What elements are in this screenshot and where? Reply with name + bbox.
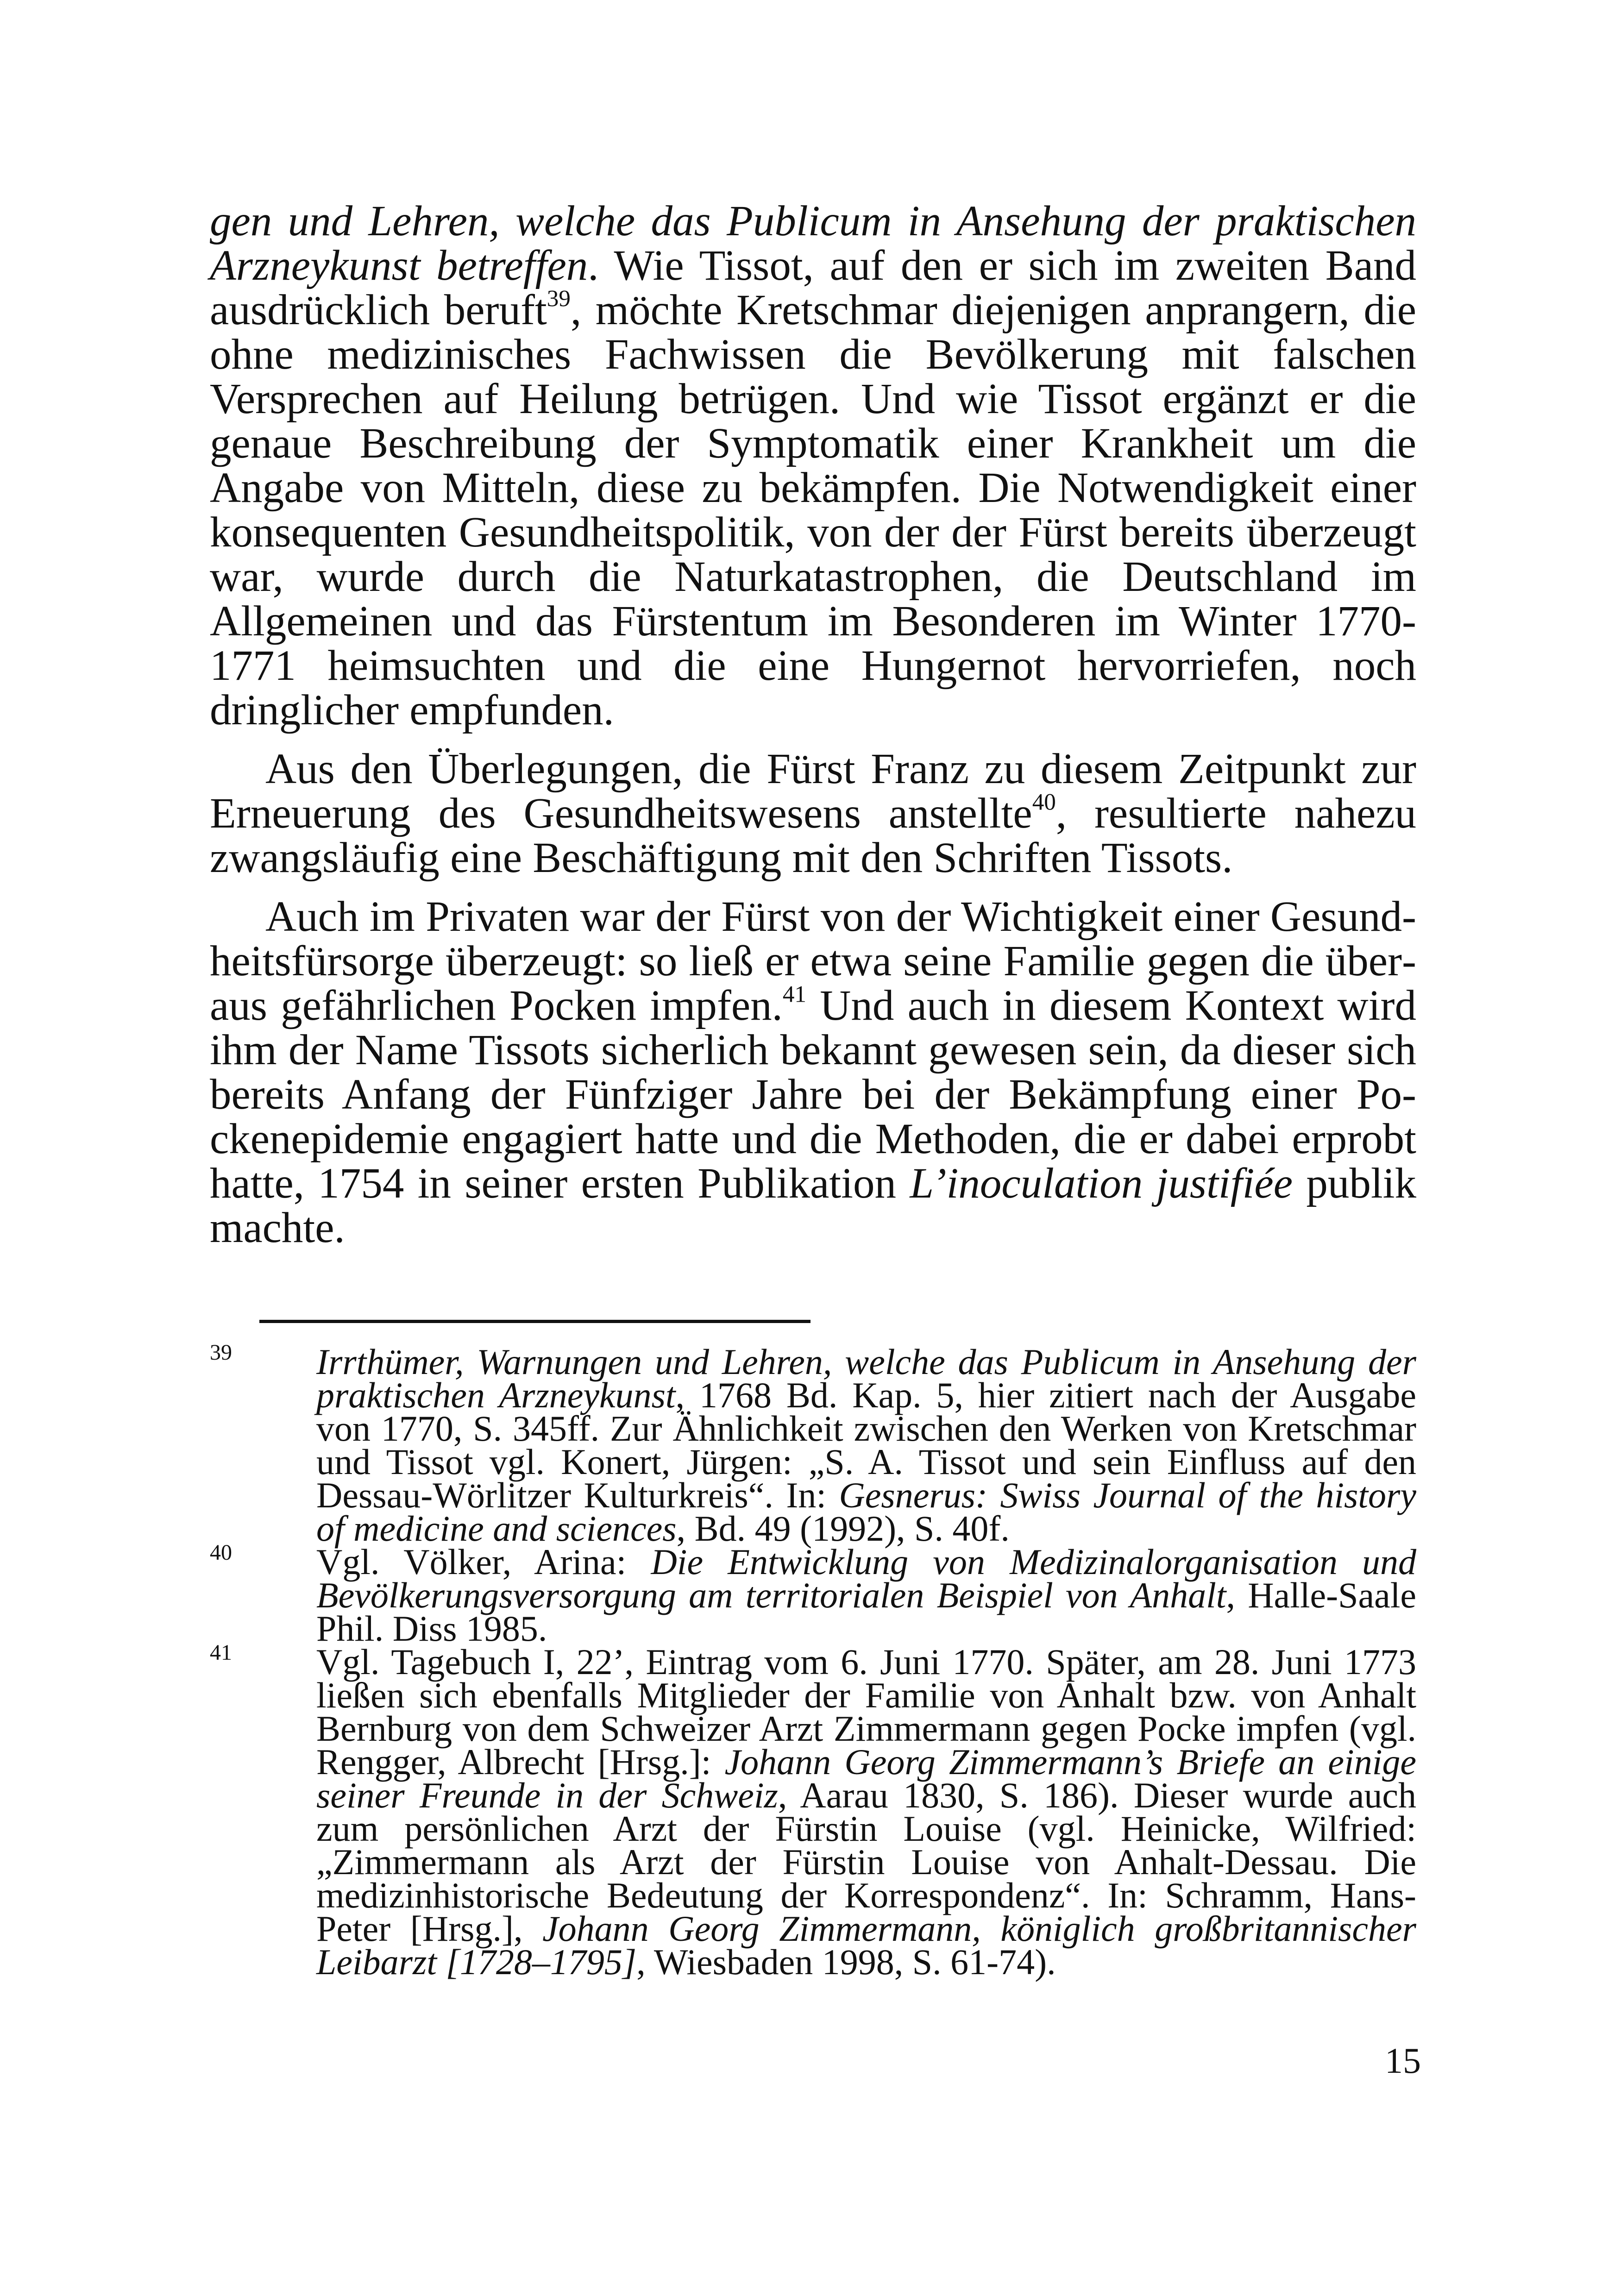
text-run: , 1768 Bd. Kap. 5, hier zitiert nach der Ausgabe von 1770, S. 345ff. Zur Ähnlichkeit zwischen den Werken von Kretschmar und Tissot vgl. Konert, Jürgen: „S. A. Tissot und sein Einfluss auf den Dessau-Wörlitzer Kulturkreis“. In: <box>316 1375 1416 1515</box>
text-run: Auch im Privaten war der Fürst von der Wichtigkeit einer Gesundheitsfürsorge überzeugt: so ließ er etwa seine Familie gegen die überaus gefährlichen Pocken impfen. <box>210 893 1416 1029</box>
footnotes <box>210 1340 1417 1982</box>
text-run: publik machte. <box>210 1160 1416 1252</box>
italic-text: Die Entwicklung von Medizinalorganisation und Bevölkerungsversorgung am territorialen Beispiel von Anhalt <box>316 1542 1417 1615</box>
text-run: Vgl. Tagebuch I, 22’, Eintrag vom 6. Juni 1770. Später, am 28. Juni 1773 ließen sich ebenfalls Mitglieder der Familie von Anhalt bzw. von Anhalt Bernburg von dem Schweizer Arzt Zimmermann gegen Pocke impfen (vgl. Rengger, Albrecht [Hrsg.]: <box>316 1642 1416 1782</box>
footnote-reference: 39 <box>547 285 571 312</box>
footnote <box>210 1640 1417 1982</box>
text-run: , möchte Kretschmar diejenigen anprangern, die ohne medizinisches Fachwissen die Bevölkerung mit falschen Versprechen auf Heilung betrügen. Und wie Tissot ergänzt er die genaue Beschreibung der Symptomatik einer Krankheit um die Angabe von Mitteln, diese zu bekämpfen. Die Notwendigkeit einer konsequenten Gesundheitspolitik, von der der Fürst bereits überzeugt war, wurde durch die Naturkatastrophen, die Deutschland im Allgemeinen und das Fürstentum im Besonderen im Winter 1770-1771 heimsuchten und die eine Hungernot hervorriefen, noch dringlicher empfunden. <box>210 286 1416 734</box>
italic-text: L’inoculation justifiée <box>910 1160 1293 1207</box>
footnote-number: 39 <box>210 1340 232 1365</box>
footnote-reference: 41 <box>782 981 806 1008</box>
italic-text: Gesnerus: Swiss Journal of the history of medicine and sciences <box>316 1475 1417 1549</box>
paragraph <box>210 199 1416 733</box>
text-run: . Wie Tissot, auf den er sich im zweiten Band ausdrücklich beruft <box>210 242 1416 334</box>
footnote-reference: 40 <box>1032 789 1056 816</box>
italic-text: Johann Georg Zimmermann’s Briefe an einige seiner Freunde in der Schweiz <box>316 1742 1416 1815</box>
italic-text: Irrthümer, Warnungen und Lehren, welche das Publicum in Ansehung der praktischen Arzneykunst <box>316 1342 1416 1415</box>
footnote-separator <box>259 1320 810 1323</box>
italic-text: gen und Lehren, welche das Publicum in Ansehung der praktischen Arzneykunst betreffen <box>210 197 1416 289</box>
footnote-number: 41 <box>210 1640 232 1665</box>
text-run: , resultierte nahezu zwangsläufig eine Beschäftigung mit den Schriften Tissots. <box>210 790 1416 882</box>
paragraph <box>210 747 1416 880</box>
text-run: , Aarau 1830, S. 186). Dieser wurde auch zum persönlichen Arzt der Fürstin Louise (vgl. Heinicke, Wilfried: „Zimmermann als Arzt der Fürstin Louise von Anhalt-Dessau. Die medizinhistorische Bedeutung der Korrespondenz“. In: Schramm, Hans-Peter [Hrsg.], <box>316 1775 1417 1949</box>
italic-text: Johann Georg Zimmermann, königlich großbritannischer Leibarzt [1728–1795] <box>316 1908 1416 1982</box>
text-run: , Halle-Saale Phil. Diss 1985. <box>316 1575 1417 1649</box>
footnote <box>210 1540 1417 1649</box>
footnote <box>210 1340 1417 1549</box>
main-text <box>210 199 1416 1265</box>
paragraph <box>210 895 1416 1250</box>
text-run: Vgl. Völker, Arina: <box>316 1542 651 1582</box>
footnote-text <box>316 1642 1416 1982</box>
text-run: Und auch in diesem Kontext wird ihm der Name Tissots sicherlich bekannt gewesen sein, da dieser sich bereits Anfang der Fünfziger Jahre bei der Bekämpfung einer Pockenepidemie engagiert hatte und die Methoden, die er dabei erprobt hatte, 1754 in seiner ersten Publikation <box>210 982 1416 1207</box>
footnote-number: 40 <box>210 1540 232 1565</box>
page-number: 15 <box>1385 2040 1421 2081</box>
text-run: , Wiesbaden 1998, S. 61-74). <box>636 1942 1056 1982</box>
text-run: Aus den Überlegungen, die Fürst Franz zu diesem Zeitpunkt zur Erneuerung des Gesundheitswesens anstellte <box>210 745 1416 837</box>
text-run: , Bd. 49 (1992), S. 40f. <box>676 1508 1010 1549</box>
footnote-text <box>316 1342 1416 1549</box>
footnote-text <box>316 1542 1416 1649</box>
